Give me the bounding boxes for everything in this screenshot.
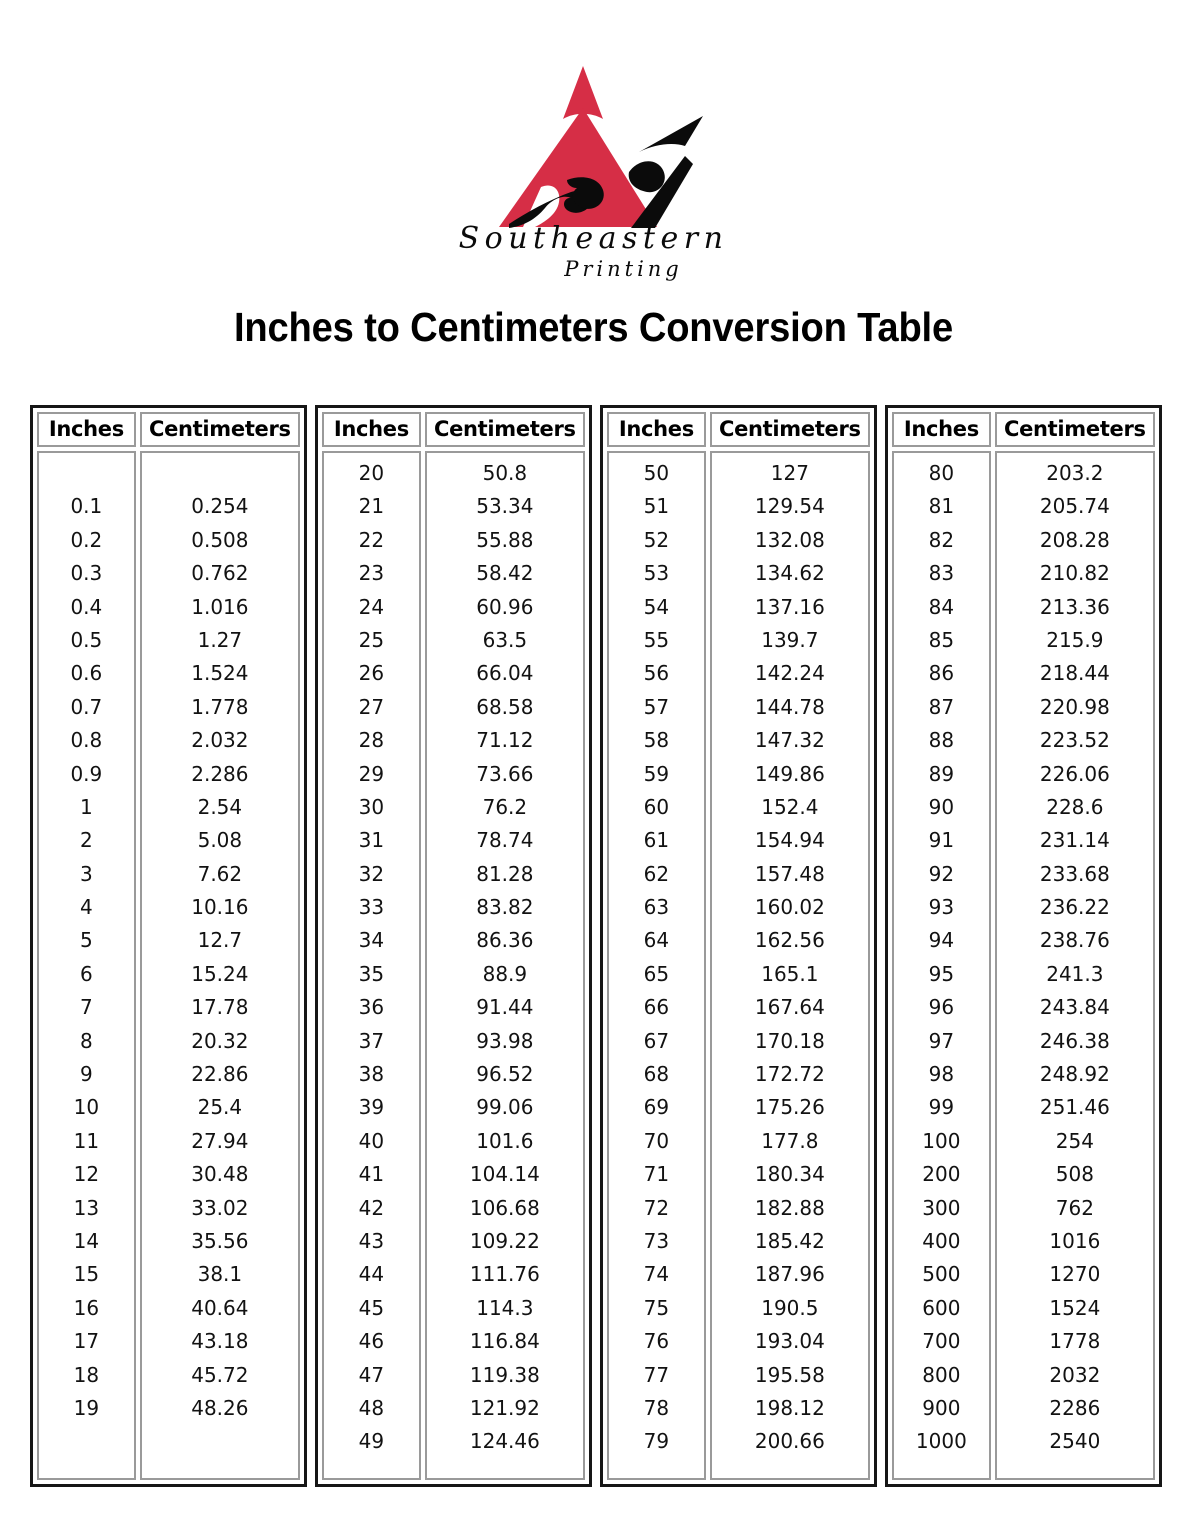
centimeters-cell: 30.48 [191, 1162, 249, 1187]
inches-cell: 39 [358, 1095, 385, 1120]
centimeters-cell: 109.22 [469, 1228, 540, 1253]
centimeters-cell: 1.778 [191, 694, 249, 719]
centimeters-cell: 86.36 [476, 928, 534, 953]
centimeters-cell: 243.84 [1039, 995, 1110, 1020]
inches-cell: 31 [358, 828, 385, 853]
inches-cell: 0.3 [70, 561, 103, 586]
centimeters-cell: 223.52 [1039, 728, 1110, 753]
centimeters-cell: 142.24 [754, 661, 825, 686]
centimeters-cell: 147.32 [754, 728, 825, 753]
inches-cell: 88 [928, 728, 955, 753]
inches-cell: 16 [73, 1295, 100, 1320]
inches-cell: 900 [922, 1395, 961, 1420]
centimeters-cell: 1778 [1049, 1329, 1101, 1354]
inches-cell: 82 [928, 527, 955, 552]
inches-cell: 25 [358, 627, 385, 652]
inches-cell: 42 [358, 1195, 385, 1220]
centimeters-cell: 762 [1055, 1195, 1094, 1220]
centimeters-value-column [710, 451, 870, 1480]
inches-cell: 48 [358, 1395, 385, 1420]
inches-cell: 68 [643, 1062, 670, 1087]
inches-cell: 63 [643, 895, 670, 920]
centimeters-cell: 231.14 [1039, 828, 1110, 853]
centimeters-cell: 203.2 [1046, 461, 1104, 485]
centimeters-cell: 508 [1055, 1162, 1094, 1187]
inches-cell: 0.8 [70, 728, 103, 753]
inches-cell: 49 [358, 1429, 385, 1454]
centimeters-cell: 165.1 [761, 961, 819, 986]
inches-cell: 44 [358, 1262, 385, 1287]
centimeters-cell: 248.92 [1039, 1062, 1110, 1087]
inches-cell: 64 [643, 928, 670, 953]
centimeters-cell: 157.48 [754, 861, 825, 886]
inches-cell: 32 [358, 861, 385, 886]
centimeters-cell: 134.62 [754, 561, 825, 586]
inches-cell: 9 [80, 1062, 93, 1087]
inches-cell: 1000 [915, 1429, 967, 1454]
centimeters-cell: 68.58 [476, 694, 534, 719]
inches-cell: 0.5 [70, 627, 103, 652]
inches-cell: 35 [358, 961, 385, 986]
centimeters-cell: 12.7 [197, 928, 243, 953]
inches-cell: 14 [73, 1228, 100, 1253]
inches-cell: 28 [358, 728, 385, 753]
centimeters-cell: 33.02 [191, 1195, 249, 1220]
centimeters-cell: 15.24 [191, 961, 249, 986]
centimeters-cell: 119.38 [469, 1362, 540, 1387]
inches-cell: 0.4 [70, 594, 103, 619]
inches-cell: 61 [643, 828, 670, 853]
inches-cell: 65 [643, 961, 670, 986]
centimeters-cell: 144.78 [754, 694, 825, 719]
inches-cell: 84 [928, 594, 955, 619]
table-body [322, 451, 585, 1480]
inches-cell: 29 [358, 761, 385, 786]
inches-cell: 43 [358, 1228, 385, 1253]
logo-block [0, 0, 1187, 280]
centimeters-cell: 124.46 [469, 1429, 540, 1454]
inches-cell: 46 [358, 1329, 385, 1354]
inches-cell: 57 [643, 694, 670, 719]
inches-cell: 400 [922, 1228, 961, 1253]
inches-cell: 700 [922, 1329, 961, 1354]
conversion-table-2 [315, 405, 592, 1487]
inches-cell: 69 [643, 1095, 670, 1120]
logo-wordmark [458, 221, 729, 281]
inches-cell: 33 [358, 895, 385, 920]
inches-cell: 0.2 [70, 527, 103, 552]
inches-cell: 0.1 [70, 494, 103, 519]
inches-cell: 98 [928, 1062, 955, 1087]
inches-value-column [607, 451, 706, 1480]
inches-cell: 6 [80, 961, 93, 986]
centimeters-cell: 38.1 [197, 1262, 243, 1287]
centimeters-cell: 73.66 [476, 761, 534, 786]
centimeters-cell: 53.34 [476, 494, 534, 519]
centimeters-cell: 5.08 [197, 828, 243, 853]
inches-cell: 100 [922, 1128, 961, 1153]
inches-cell: 75 [643, 1295, 670, 1320]
centimeters-cell: 55.88 [476, 527, 534, 552]
centimeters-cell: 129.54 [754, 494, 825, 519]
centimeters-cell: 116.84 [469, 1329, 540, 1354]
column-header-centimeters: Centimeters [425, 412, 585, 447]
inches-cell: 87 [928, 694, 955, 719]
inches-cell: 12 [73, 1162, 100, 1187]
centimeters-cell: 139.7 [761, 627, 819, 652]
inches-cell: 62 [643, 861, 670, 886]
inches-cell: 66 [643, 995, 670, 1020]
table-header-row [37, 412, 300, 447]
centimeters-cell: 22.86 [191, 1062, 249, 1087]
inches-cell: 8 [80, 1028, 93, 1053]
centimeters-cell: 93.98 [476, 1028, 534, 1053]
centimeters-cell: 45.72 [191, 1362, 249, 1387]
centimeters-cell: 2.286 [191, 761, 249, 786]
centimeters-cell: 132.08 [754, 527, 825, 552]
centimeters-cell: 1016 [1049, 1228, 1101, 1253]
centimeters-cell: 50.8 [482, 461, 528, 485]
inches-cell: 11 [73, 1128, 100, 1153]
inches-cell: 18 [73, 1362, 100, 1387]
inches-cell: 91 [928, 828, 955, 853]
inches-cell: 77 [643, 1362, 670, 1387]
centimeters-cell: 190.5 [761, 1295, 819, 1320]
centimeters-cell: 1270 [1049, 1262, 1101, 1287]
centimeters-cell: 27.94 [191, 1128, 249, 1153]
inches-cell: 76 [643, 1329, 670, 1354]
centimeters-cell: 66.04 [476, 661, 534, 686]
centimeters-value-column [425, 451, 585, 1480]
centimeters-cell: 1.016 [191, 594, 249, 619]
centimeters-cell: 215.9 [1046, 627, 1104, 652]
centimeters-cell: 246.38 [1039, 1028, 1110, 1053]
centimeters-cell: 149.86 [754, 761, 825, 786]
inches-cell: 95 [928, 961, 955, 986]
centimeters-cell: 187.96 [754, 1262, 825, 1287]
inches-cell: 0.7 [70, 694, 103, 719]
centimeters-cell: 152.4 [761, 794, 819, 819]
centimeters-cell: 251.46 [1039, 1095, 1110, 1120]
centimeters-cell: 7.62 [197, 861, 243, 886]
centimeters-cell: 48.26 [191, 1395, 249, 1420]
centimeters-cell: 208.28 [1039, 527, 1110, 552]
inches-cell: 89 [928, 761, 955, 786]
inches-cell: 92 [928, 861, 955, 886]
centimeters-cell: 160.02 [754, 895, 825, 920]
inches-cell: 5 [80, 928, 93, 953]
centimeters-cell: 200.66 [754, 1429, 825, 1454]
inches-cell: 40 [358, 1128, 385, 1153]
centimeters-cell: 101.6 [476, 1128, 534, 1153]
centimeters-cell: 1.524 [191, 661, 249, 686]
inches-cell: 26 [358, 661, 385, 686]
inches-cell: 59 [643, 761, 670, 786]
inches-cell: 86 [928, 661, 955, 686]
centimeters-cell: 25.4 [197, 1095, 243, 1120]
inches-cell: 38 [358, 1062, 385, 1087]
inches-cell: 41 [358, 1162, 385, 1187]
centimeters-cell: 40.64 [191, 1295, 249, 1320]
centimeters-cell: 210.82 [1039, 561, 1110, 586]
inches-cell: 58 [643, 728, 670, 753]
centimeters-cell: 78.74 [476, 828, 534, 853]
column-header-inches: Inches [37, 412, 136, 447]
inches-cell: 97 [928, 1028, 955, 1053]
centimeters-cell: 226.06 [1039, 761, 1110, 786]
centimeters-cell: 71.12 [476, 728, 534, 753]
centimeters-cell: 193.04 [754, 1329, 825, 1354]
centimeters-cell: 213.36 [1039, 594, 1110, 619]
column-header-centimeters: Centimeters [995, 412, 1155, 447]
centimeters-cell: 43.18 [191, 1329, 249, 1354]
centimeters-cell: 0.508 [191, 527, 249, 552]
centimeters-cell: 76.2 [482, 794, 528, 819]
inches-cell: 300 [922, 1195, 961, 1220]
table-body [37, 451, 300, 1480]
inches-cell: 7 [80, 995, 93, 1020]
inches-cell: 80 [928, 461, 955, 485]
centimeters-cell: 83.82 [476, 895, 534, 920]
inches-cell: 0.9 [70, 761, 103, 786]
inches-cell: 53 [643, 561, 670, 586]
inches-cell: 90 [928, 794, 955, 819]
centimeters-cell: 228.6 [1046, 794, 1104, 819]
centimeters-cell: 177.8 [761, 1128, 819, 1153]
centimeters-cell: 114.3 [476, 1295, 534, 1320]
column-header-inches: Inches [607, 412, 706, 447]
column-header-centimeters: Centimeters [140, 412, 300, 447]
centimeters-cell: 20.32 [191, 1028, 249, 1053]
inches-cell: 81 [928, 494, 955, 519]
centimeters-value-column [995, 451, 1155, 1480]
inches-cell: 10 [73, 1095, 100, 1120]
inches-cell [39, 457, 134, 490]
logo-word-printing: Printing [564, 257, 683, 281]
inches-value-column [37, 451, 136, 1480]
table-header-row [322, 412, 585, 447]
centimeters-cell: 185.42 [754, 1228, 825, 1253]
inches-cell: 94 [928, 928, 955, 953]
centimeters-cell: 0.254 [191, 494, 249, 519]
inches-value-column [892, 451, 991, 1480]
inches-cell: 2 [80, 828, 93, 853]
inches-cell: 17 [73, 1329, 100, 1354]
inches-cell: 13 [73, 1195, 100, 1220]
inches-cell: 1 [80, 794, 93, 819]
inches-cell: 23 [358, 561, 385, 586]
centimeters-cell: 104.14 [469, 1162, 540, 1187]
inches-cell: 78 [643, 1395, 670, 1420]
centimeters-cell: 1524 [1049, 1295, 1101, 1320]
centimeters-cell: 2032 [1049, 1362, 1101, 1387]
centimeters-cell: 205.74 [1039, 494, 1110, 519]
inches-cell: 85 [928, 627, 955, 652]
centimeters-cell: 121.92 [469, 1395, 540, 1420]
inches-cell: 93 [928, 895, 955, 920]
centimeters-cell: 180.34 [754, 1162, 825, 1187]
table-body [892, 451, 1155, 1480]
inches-cell: 21 [358, 494, 385, 519]
inches-cell: 54 [643, 594, 670, 619]
centimeters-cell: 167.64 [754, 995, 825, 1020]
centimeters-cell: 81.28 [476, 861, 534, 886]
conversion-tables-area [30, 405, 1162, 1487]
centimeters-cell: 60.96 [476, 594, 534, 619]
centimeters-cell: 0.762 [191, 561, 249, 586]
centimeters-cell: 233.68 [1039, 861, 1110, 886]
inches-cell: 200 [922, 1162, 961, 1187]
centimeters-cell: 63.5 [482, 627, 528, 652]
centimeters-cell: 1.27 [197, 627, 243, 652]
inches-cell: 500 [922, 1262, 961, 1287]
inches-value-column [322, 451, 421, 1480]
inches-cell: 37 [358, 1028, 385, 1053]
inches-cell: 72 [643, 1195, 670, 1220]
centimeters-cell: 198.12 [754, 1395, 825, 1420]
inches-cell: 79 [643, 1429, 670, 1454]
centimeters-cell: 238.76 [1039, 928, 1110, 953]
centimeters-cell: 17.78 [191, 995, 249, 1020]
centimeters-cell: 58.42 [476, 561, 534, 586]
inches-cell: 34 [358, 928, 385, 953]
centimeters-cell: 88.9 [482, 961, 528, 986]
centimeters-cell: 162.56 [754, 928, 825, 953]
inches-cell: 56 [643, 661, 670, 686]
centimeters-cell: 10.16 [191, 895, 249, 920]
column-header-inches: Inches [892, 412, 991, 447]
centimeters-cell: 172.72 [754, 1062, 825, 1087]
inches-cell: 600 [922, 1295, 961, 1320]
centimeters-cell [142, 457, 298, 490]
table-header-row [607, 412, 870, 447]
inches-cell: 55 [643, 627, 670, 652]
inches-cell: 45 [358, 1295, 385, 1320]
centimeters-cell: 182.88 [754, 1195, 825, 1220]
inches-cell: 47 [358, 1362, 385, 1387]
centimeters-value-column [140, 451, 300, 1480]
inches-cell: 71 [643, 1162, 670, 1187]
inches-cell: 74 [643, 1262, 670, 1287]
inches-cell: 27 [358, 694, 385, 719]
inches-cell: 50 [643, 461, 670, 485]
inches-cell: 4 [80, 895, 93, 920]
centimeters-cell: 137.16 [754, 594, 825, 619]
southeastern-printing-triangle-logo-icon [479, 62, 709, 230]
centimeters-cell: 195.58 [754, 1362, 825, 1387]
centimeters-cell: 218.44 [1039, 661, 1110, 686]
inches-cell: 73 [643, 1228, 670, 1253]
conversion-table-4 [885, 405, 1162, 1487]
inches-cell: 83 [928, 561, 955, 586]
table-header-row [892, 412, 1155, 447]
inches-cell: 19 [73, 1395, 100, 1420]
inches-cell: 15 [73, 1262, 100, 1287]
inches-cell: 0.6 [70, 661, 103, 686]
centimeters-cell: 254 [1055, 1128, 1094, 1153]
centimeters-cell: 2.54 [197, 794, 243, 819]
inches-cell: 51 [643, 494, 670, 519]
centimeters-cell: 2.032 [191, 728, 249, 753]
page-title: Inches to Centimeters Conversion Table [233, 304, 953, 350]
inches-cell: 52 [643, 527, 670, 552]
inches-cell: 30 [358, 794, 385, 819]
centimeters-cell: 111.76 [469, 1262, 540, 1287]
column-header-centimeters: Centimeters [710, 412, 870, 447]
centimeters-cell: 241.3 [1046, 961, 1104, 986]
centimeters-cell: 220.98 [1039, 694, 1110, 719]
centimeters-cell: 2540 [1049, 1429, 1101, 1454]
centimeters-cell: 170.18 [754, 1028, 825, 1053]
column-header-inches: Inches [322, 412, 421, 447]
inches-cell: 3 [80, 861, 93, 886]
inches-cell: 800 [922, 1362, 961, 1387]
centimeters-cell: 96.52 [476, 1062, 534, 1087]
inches-cell: 67 [643, 1028, 670, 1053]
centimeters-cell: 35.56 [191, 1228, 249, 1253]
conversion-table-1 [30, 405, 307, 1487]
conversion-table-3 [600, 405, 877, 1487]
table-body [607, 451, 870, 1480]
inches-cell: 70 [643, 1128, 670, 1153]
inches-cell: 96 [928, 995, 955, 1020]
centimeters-cell: 99.06 [476, 1095, 534, 1120]
centimeters-cell: 127 [770, 461, 809, 485]
centimeters-cell: 106.68 [469, 1195, 540, 1220]
centimeters-cell: 154.94 [754, 828, 825, 853]
inches-cell: 22 [358, 527, 385, 552]
logo-word-southeastern: Southeastern [458, 221, 729, 256]
inches-cell: 60 [643, 794, 670, 819]
centimeters-cell: 175.26 [754, 1095, 825, 1120]
inches-cell: 99 [928, 1095, 955, 1120]
inches-cell: 36 [358, 995, 385, 1020]
centimeters-cell: 91.44 [476, 995, 534, 1020]
inches-cell: 24 [358, 594, 385, 619]
centimeters-cell: 2286 [1049, 1395, 1101, 1420]
centimeters-cell: 236.22 [1039, 895, 1110, 920]
inches-cell: 20 [358, 461, 385, 485]
